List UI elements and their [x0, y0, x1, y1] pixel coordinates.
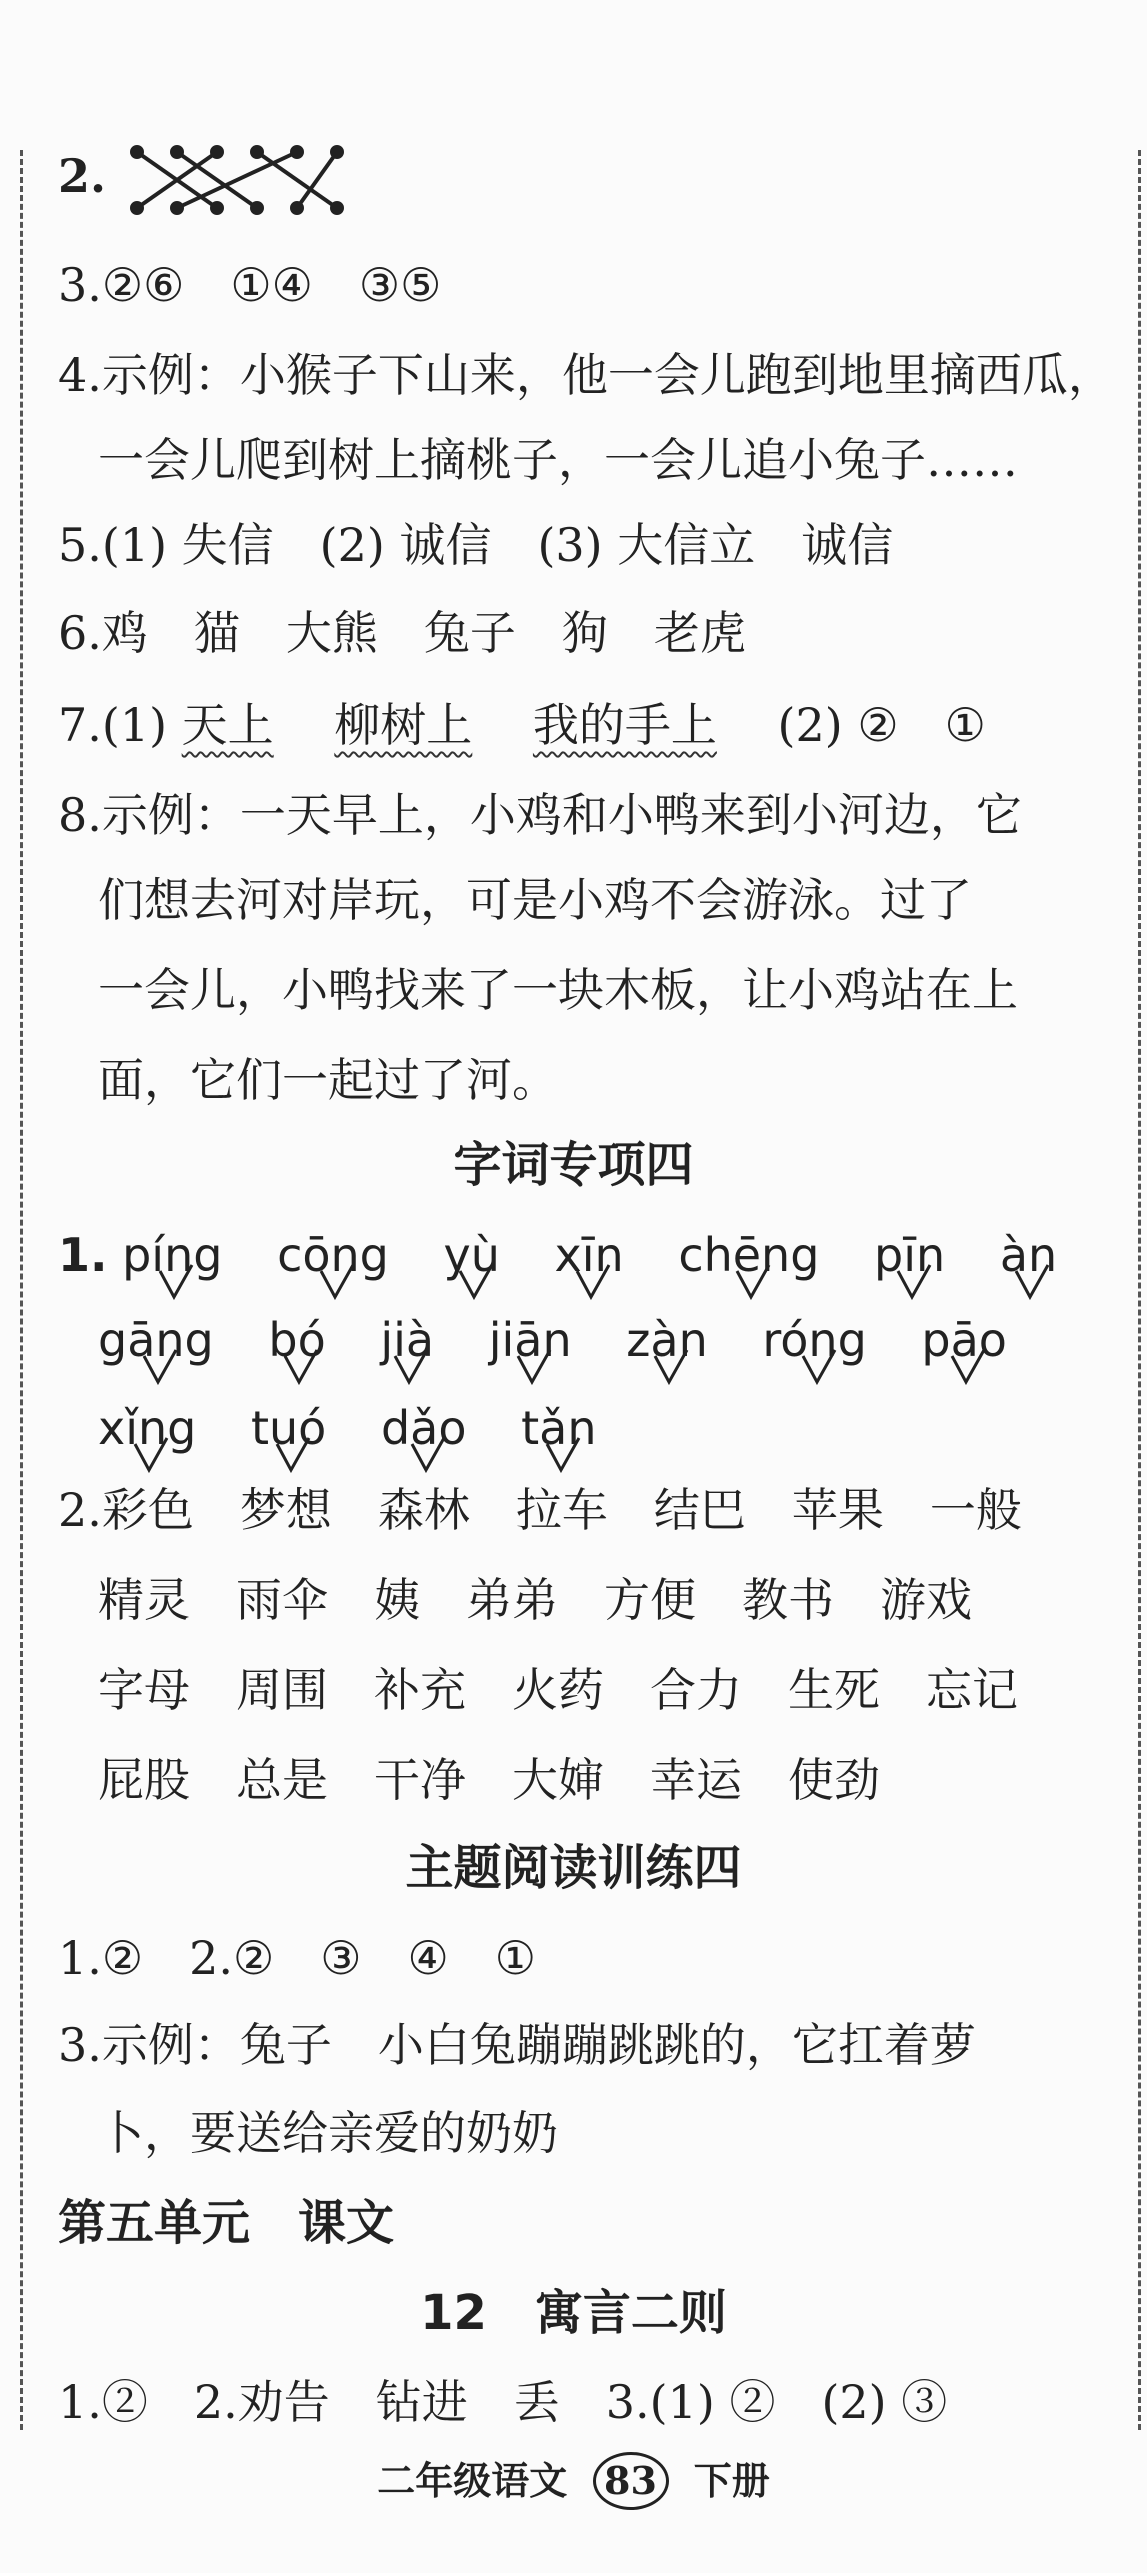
pinyin-row-3	[98, 1398, 637, 1458]
pinyin-item: chēng	[678, 1225, 819, 1285]
pinyin-item: tǎn	[521, 1398, 596, 1458]
pinyin-item: yù	[444, 1225, 500, 1285]
check-mark-icon	[140, 1348, 180, 1388]
answer-3: 3.②⑥ ①④ ③⑤	[58, 258, 442, 312]
answer-6: 6.鸡 猫 大熊 兔子 狗 老虎	[58, 606, 746, 660]
pinyin-item: gāng	[98, 1310, 214, 1370]
reading-line3: 卜，要送给亲爱的奶奶	[98, 2106, 558, 2160]
answer-7-word2: 柳树上	[334, 698, 473, 752]
footer-volume: 下册	[693, 2459, 770, 2503]
answer-4-line1: 4.示例：小猴子下山来，他一会儿跑到地里摘西瓜，	[58, 348, 1114, 402]
footer-grade: 二年级语文	[377, 2459, 568, 2503]
words-line1: 2.彩色 梦想 森林 拉车 结巴 苹果 一般	[58, 1483, 1022, 1537]
answer-8-line3: 一会儿，小鸭找来了一块木板，让小鸡站在上	[98, 963, 1018, 1017]
words-line4: 屁股 总是 干净 大婶 幸运 使劲	[98, 1753, 880, 1807]
reading-line2: 3.示例：兔子 小白兔蹦蹦跳跳的，它扛着萝	[58, 2018, 976, 2072]
left-dashed-border	[20, 150, 23, 2430]
check-mark-icon	[651, 1348, 691, 1388]
answer-5: 5.(1) 失信 (2) 诚信 (3) 大信立 诚信	[58, 518, 894, 572]
unit-title: 第五单元 课文	[58, 2195, 395, 2251]
answer-7-word3: 我的手上	[532, 698, 717, 752]
answer-7-word1: 天上	[181, 698, 274, 752]
answer-4-line2: 一会儿爬到树上摘桃子，一会儿追小兔子……	[98, 433, 1018, 487]
pinyin-item: pāo	[921, 1310, 1007, 1370]
check-mark-icon	[573, 1263, 613, 1303]
pinyin-item: píng	[122, 1225, 222, 1285]
check-mark-icon	[273, 1436, 313, 1476]
check-mark-icon	[391, 1348, 431, 1388]
answer-7	[58, 695, 986, 755]
section-title-word-practice: 字词专项四	[453, 1137, 694, 1193]
pinyin-number: 1.	[58, 1228, 108, 1282]
answer-7-suffix: (2) ② ①	[777, 698, 986, 752]
check-mark-icon	[514, 1348, 554, 1388]
check-mark-icon	[733, 1263, 773, 1303]
check-mark-icon	[456, 1263, 496, 1303]
check-mark-icon	[131, 1436, 171, 1476]
pinyin-item: xīn	[555, 1225, 624, 1285]
answer-8-line4: 面，它们一起过了河。	[98, 1053, 558, 1107]
pinyin-item: àn	[1000, 1225, 1057, 1285]
check-mark-icon	[1012, 1263, 1052, 1303]
answer-7-prefix: 7.(1)	[58, 698, 182, 752]
check-mark-icon	[317, 1263, 357, 1303]
answer-2-number: 2.	[58, 149, 107, 203]
right-dashed-border	[1138, 150, 1141, 2430]
pinyin-item: cōng	[277, 1225, 389, 1285]
check-mark-icon	[281, 1348, 321, 1388]
reading-line1: 1.② 2.② ③ ④ ①	[58, 1931, 536, 1985]
page-number: 83	[593, 2452, 669, 2510]
words-line3: 字母 周围 补充 火药 合力 生死 忘记	[98, 1663, 1018, 1717]
pinyin-row-1	[58, 1225, 1097, 1285]
pinyin-item: tuó	[251, 1398, 326, 1458]
pinyin-item: jiān	[489, 1310, 572, 1370]
pinyin-item: zàn	[626, 1310, 708, 1370]
pinyin-item: dǎo	[381, 1398, 467, 1458]
answer-8-line1: 8.示例：一天早上，小鸡和小鸭来到小河边，它	[58, 788, 1022, 842]
pinyin-item: róng	[762, 1310, 866, 1370]
pinyin-item: xǐng	[98, 1398, 196, 1458]
pinyin-row-2	[98, 1310, 1047, 1370]
lesson-answers: 1.② 2.劝告 钻进 丢 3.(1) ② (2) ③	[58, 2375, 948, 2429]
pinyin-item: jià	[380, 1310, 434, 1370]
matching-lines-diagram	[127, 140, 357, 220]
answer-2	[58, 140, 357, 220]
check-mark-icon	[408, 1436, 448, 1476]
check-mark-icon	[894, 1263, 934, 1303]
answer-8-line2: 们想去河对岸玩，可是小鸡不会游泳。过了	[98, 873, 972, 927]
check-mark-icon	[948, 1348, 988, 1388]
pinyin-item: pīn	[874, 1225, 945, 1285]
pinyin-item: bó	[268, 1310, 325, 1370]
check-mark-icon	[799, 1348, 839, 1388]
words-line2: 精灵 雨伞 姨 弟弟 方便 教书 游戏	[98, 1573, 972, 1627]
section-title-reading: 主题阅读训练四	[405, 1840, 742, 1896]
lesson-title: 12 寓言二则	[420, 2285, 727, 2341]
page-footer	[0, 2450, 1147, 2510]
check-mark-icon	[543, 1436, 583, 1476]
check-mark-icon	[156, 1263, 196, 1303]
